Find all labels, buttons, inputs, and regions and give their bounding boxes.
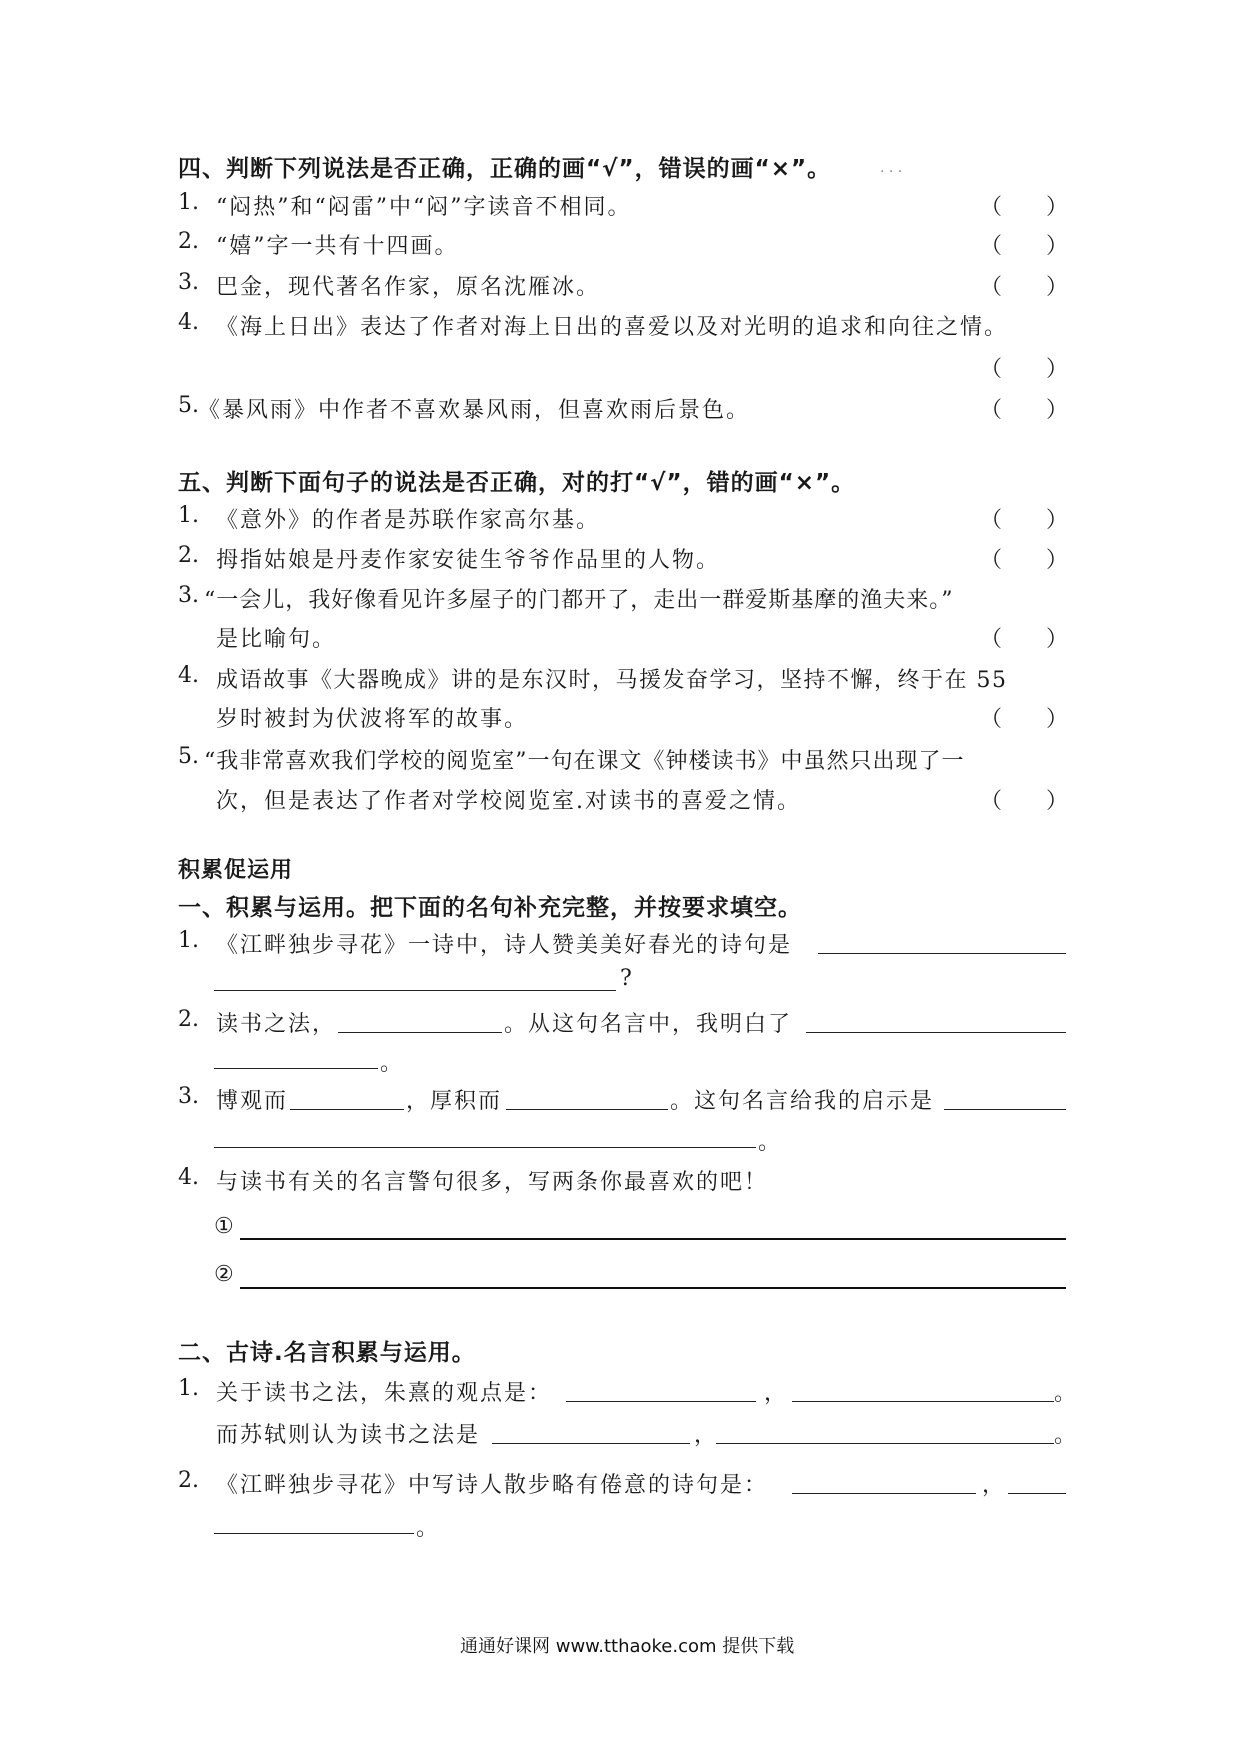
s5-q2-num: 2. <box>178 543 199 568</box>
part2-title: 二、古诗.名言积累与运用。 <box>178 1340 476 1366</box>
s4-q5-num: 5. <box>178 393 199 418</box>
s5-q4-num: 4. <box>178 663 199 688</box>
part1-title: 一、积累与运用。把下面的名句补充完整，并按要求填空。 <box>178 895 802 921</box>
blank-line[interactable] <box>806 1032 1066 1033</box>
circle-two-marker: ② <box>214 1262 236 1287</box>
s4-q3-text: 巴金，现代著名作家，原名沈雁冰。 <box>216 275 601 300</box>
blank-line[interactable] <box>716 1443 1054 1444</box>
scan-dots: . . . <box>880 160 903 176</box>
p1-q3-text-a: 博观而 <box>216 1089 289 1114</box>
s5-q5-line1: “我非常喜欢我们学校的阅览室”一句在课文《钟楼读书》中虽然只出现了一 <box>204 749 965 774</box>
p2-q1-line2-comma: ， <box>694 1423 719 1448</box>
p1-q3-text-c: 。这句名言给我的启示是 <box>670 1089 935 1114</box>
s5-q1-num: 1. <box>178 503 199 528</box>
s5-q2-text: 拇指姑娘是丹麦作家安徒生爷爷作品里的人物。 <box>216 548 721 573</box>
p2-q1-line2-text: 而苏轼则认为读书之法是 <box>216 1423 481 1448</box>
p2-q2-end: 。 <box>416 1516 441 1541</box>
s4-q1-text: “闷热”和“闷雷”中“闷”字读音不相同。 <box>216 195 632 220</box>
p1-q2-end: 。 <box>380 1051 405 1076</box>
p2-q1-text-a: 关于读书之法，朱熹的观点是： <box>216 1381 553 1406</box>
p1-q3-text-b: ，厚积而 <box>406 1089 503 1114</box>
p1-q1-end: ? <box>620 966 634 991</box>
p2-q2-num: 2. <box>178 1468 199 1493</box>
p1-q1-num: 1. <box>178 928 199 953</box>
s5-q4-line2: 岁时被封为伏波将军的故事。 <box>216 707 529 732</box>
accumulate-heading: 积累促运用 <box>178 858 294 883</box>
blank-line[interactable] <box>506 1109 668 1110</box>
blank-line[interactable] <box>240 1238 1066 1240</box>
blank-line[interactable] <box>338 1032 502 1033</box>
s5-q1-text: 《意外》的作者是苏联作家高尔基。 <box>216 508 601 533</box>
blank-line[interactable] <box>566 1401 756 1402</box>
footer-credit: 通通好课网 www.tthaoke.com 提供下载 <box>460 1636 795 1657</box>
s5-q4-line1: 成语故事《大器晚成》讲的是东汉时，马援发奋学习，坚持不懈，终于在 55 <box>216 668 1008 693</box>
p2-q2-text: 《江畔独步寻花》中写诗人散步略有倦意的诗句是： <box>216 1473 769 1498</box>
circle-one-marker: ① <box>214 1214 236 1239</box>
s4-q4-text: 《海上日出》表达了作者对海上日出的喜爱以及对光明的追求和向往之情。 <box>216 315 1009 340</box>
s5-q3-line1: “一会儿，我好像看见许多屋子的门都开了，走出一群爱斯基摩的渔夫来。” <box>204 588 954 613</box>
p1-q3-num: 3. <box>178 1084 199 1109</box>
p1-q2-num: 2. <box>178 1007 199 1032</box>
blank-line[interactable] <box>240 1287 1066 1289</box>
blank-line[interactable] <box>492 1443 690 1444</box>
p1-q2-text-a: 读书之法， <box>216 1012 337 1037</box>
s4-q2-num: 2. <box>178 229 199 254</box>
p1-q3-end: 。 <box>758 1130 783 1155</box>
p2-q1-comma: ， <box>764 1381 789 1406</box>
section5-title: 五、判断下面句子的说法是否正确，对的打“√”，错的画“×”。 <box>178 470 856 496</box>
blank-line[interactable] <box>818 953 1066 954</box>
s5-q5-line2: 次，但是表达了作者对学校阅览室.对读书的喜爱之情。 <box>216 789 801 814</box>
s5-q3-line2: 是比喻句。 <box>216 627 337 652</box>
p2-q1-end: 。 <box>1054 1381 1079 1406</box>
s5-q5-num: 5. <box>178 744 199 769</box>
blank-line[interactable] <box>944 1109 1066 1110</box>
blank-line[interactable] <box>792 1493 976 1494</box>
blank-line[interactable] <box>214 990 616 991</box>
p2-q2-comma: ， <box>982 1473 1007 1498</box>
s5-q3-num: 3. <box>178 583 199 608</box>
s4-q5-text: 《暴风雨》中作者不喜欢暴风雨，但喜欢雨后景色。 <box>198 398 751 423</box>
blank-line[interactable] <box>290 1109 404 1110</box>
p1-q4-text: 与读书有关的名言警句很多，写两条你最喜欢的吧！ <box>216 1170 769 1195</box>
blank-line[interactable] <box>792 1401 1054 1402</box>
p1-q2-text-b: 。从这句名言中，我明白了 <box>504 1012 793 1037</box>
blank-line[interactable] <box>214 1068 378 1069</box>
s4-q4-num: 4. <box>178 310 199 335</box>
blank-line[interactable] <box>1008 1493 1066 1494</box>
p2-q1-line2-end: 。 <box>1054 1423 1079 1448</box>
blank-line[interactable] <box>214 1533 414 1534</box>
s4-q1-num: 1. <box>178 190 199 215</box>
section4-title: 四、判断下列说法是否正确，正确的画“√”，错误的画“×”。 <box>178 156 832 182</box>
p1-q1-text: 《江畔独步寻花》一诗中，诗人赞美美好春光的诗句是 <box>216 933 793 958</box>
p2-q1-num: 1. <box>178 1376 199 1401</box>
worksheet-page: 四、判断下列说法是否正确，正确的画“√”，错误的画“×”。 . . . 1. “闷热”和“闷雷”中“闷”字读音不相同。 （ ） 2. “嬉”字一共有十四画。 （ ） 3. 巴金，现代著名作家，原名沈雁冰。 （ ） 4. 《海上日出》表达了作者对海上日出的喜爱以及对光明的追求和向往之情。 （ ） 5. 《暴风雨》中作者不喜欢暴风雨，但喜欢雨后景色。 （ ） 五、判断下面句子的说法是否正确，对的打“√”，错的画“×”。 1. 《意外》的作者是苏联作家高尔基。 （ ） 2. 拇指姑娘是丹麦作家安徒生爷爷作品里的人物。 （ ） 3. “一会儿，我好像看见许多屋子的门都开了，走出一群爱斯基摩的渔夫来。” 是比喻句。 （ ） 4. 成语故事《大器晚成》讲的是东汉时，马援发奋学习，坚持不懈，终于在 55 岁时被封为伏波将军的故事。 （ ） 5. “我非常喜欢我们学校的阅览室”一句在课文《钟楼读书》中虽然只出现了一 次，但是表达了作者对学校阅览室.对读书的喜爱之情。 （ ） 积累促运用 一、积累与运用。把下面的名句补充完整，并按要求填空。 1. 《江畔独步寻花》一诗中，诗人赞美美好春光的诗句是 ? 2. 读书之法， 。从这句名言中，我明白了 。 3. 博观而 ，厚积而 。这句名言给我的启示是 。 4. 与读书有关的名言警句很多，写两条你最喜欢的吧！ ① ② 二、古诗.名言积累与运用。 1. 关于读书之法，朱熹的观点是： ， 。 而苏轼则认为读书之法是 ， 。 2. 《江畔独步寻花》中写诗人散步略有倦意的诗句是： ， 。 通通好课网 www.tthaoke.com 提供下载 <box>0 0 1240 1754</box>
s4-q3-num: 3. <box>178 270 199 295</box>
p1-q4-num: 4. <box>178 1165 199 1190</box>
s4-q2-text: “嬉”字一共有十四画。 <box>216 234 459 259</box>
blank-line[interactable] <box>214 1147 756 1148</box>
